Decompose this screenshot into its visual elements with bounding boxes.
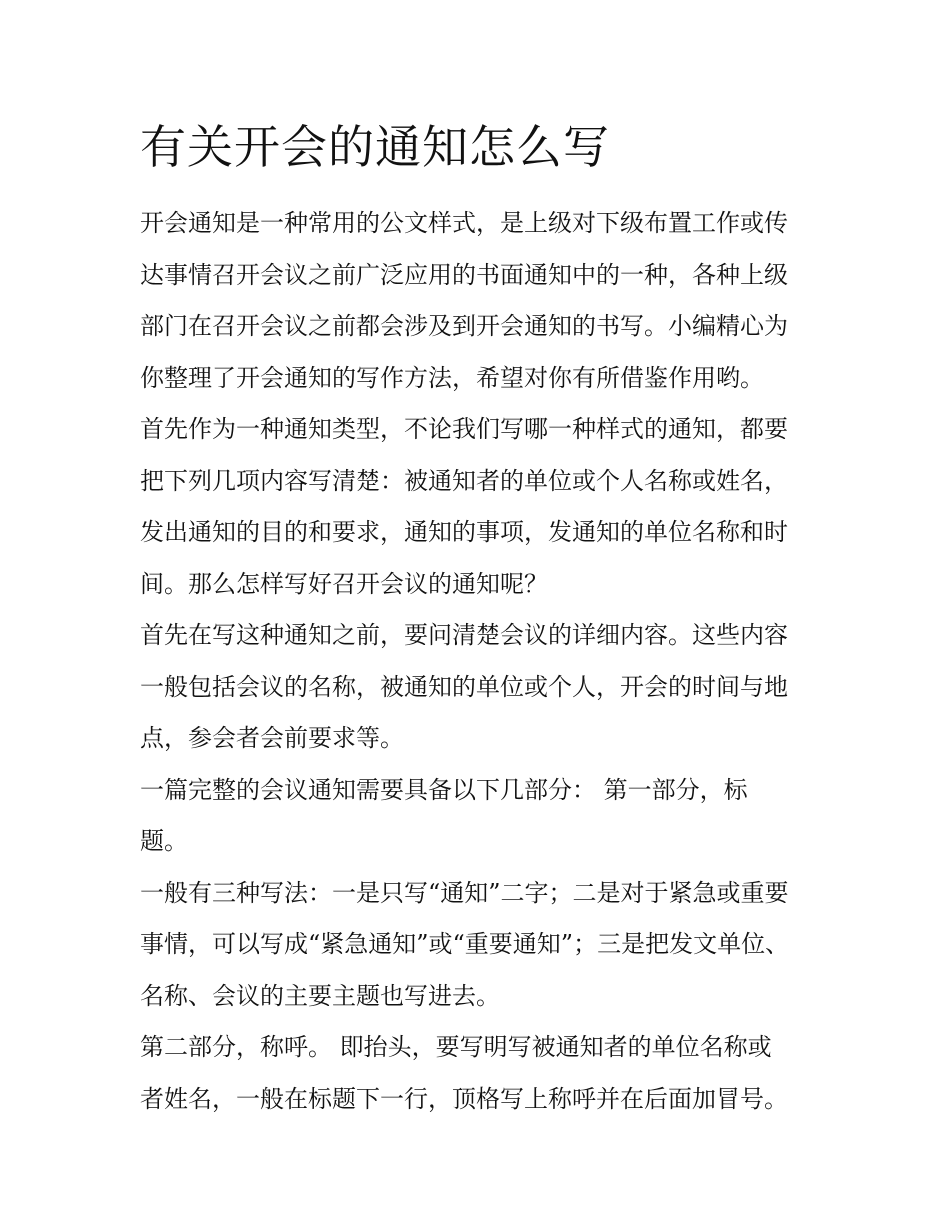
paragraph-part-two xyxy=(140,1022,812,1125)
text-line: 开会通知是一种常用的公文样式，是上级对下级布置工作或传 xyxy=(140,209,788,237)
text-line: 一般有三种写法：一是只写“通知”二字；二是对于紧急或重要 xyxy=(140,878,789,907)
document-content xyxy=(140,118,812,1125)
text-line: 一般包括会议的名称，被通知的单位或个人，开会的时间与地 xyxy=(140,672,788,701)
text-line: 一篇完整的会议通知需要具备以下几部分： 第一部分，标 xyxy=(140,775,748,804)
paragraph-meeting-details xyxy=(140,610,812,765)
text-line: 题。 xyxy=(140,827,188,855)
paragraph-notice-items xyxy=(140,404,812,610)
text-line: 把下列几项内容写清楚：被通知者的单位或个人名称或姓名， xyxy=(140,466,788,495)
text-line: 首先在写这种通知之前，要问清楚会议的详细内容。这些内容 xyxy=(140,621,788,649)
text-line: 事情，可以写成“紧急通知”或“重要通知”；三是把发文单位、 xyxy=(140,930,790,958)
text-line: 间。那么怎样写好召开会议的通知呢？ xyxy=(140,569,548,598)
text-line: 者姓名，一般在标题下一行，顶格写上称呼并在后面加冒号。 xyxy=(140,1084,788,1113)
document-body xyxy=(140,198,812,1125)
text-line: 首先作为一种通知类型，不论我们写哪一种样式的通知，都要 xyxy=(140,415,788,443)
text-line: 点，参会者会前要求等。 xyxy=(140,724,404,752)
page-title: 有关开会的通知怎么写 xyxy=(140,120,610,174)
text-line: 第二部分，称呼。 即抬头，要写明写被通知者的单位名称或 xyxy=(140,1033,772,1061)
text-line: 你整理了开会通知的写作方法，希望对你有所借鉴作用哟。 xyxy=(140,363,764,392)
paragraph-intro xyxy=(140,198,812,404)
paragraph-title-styles xyxy=(140,868,812,1023)
paragraph-part-one xyxy=(140,765,812,868)
text-line: 达事情召开会议之前广泛应用的书面通知中的一种，各种上级 xyxy=(140,260,788,289)
text-line: 发出通知的目的和要求，通知的事项，发通知的单位名称和时 xyxy=(140,518,788,546)
text-line: 名称、会议的主要主题也写进去。 xyxy=(140,981,500,1010)
text-line: 部门在召开会议之前都会涉及到开会通知的书写。小编精心为 xyxy=(140,312,788,340)
